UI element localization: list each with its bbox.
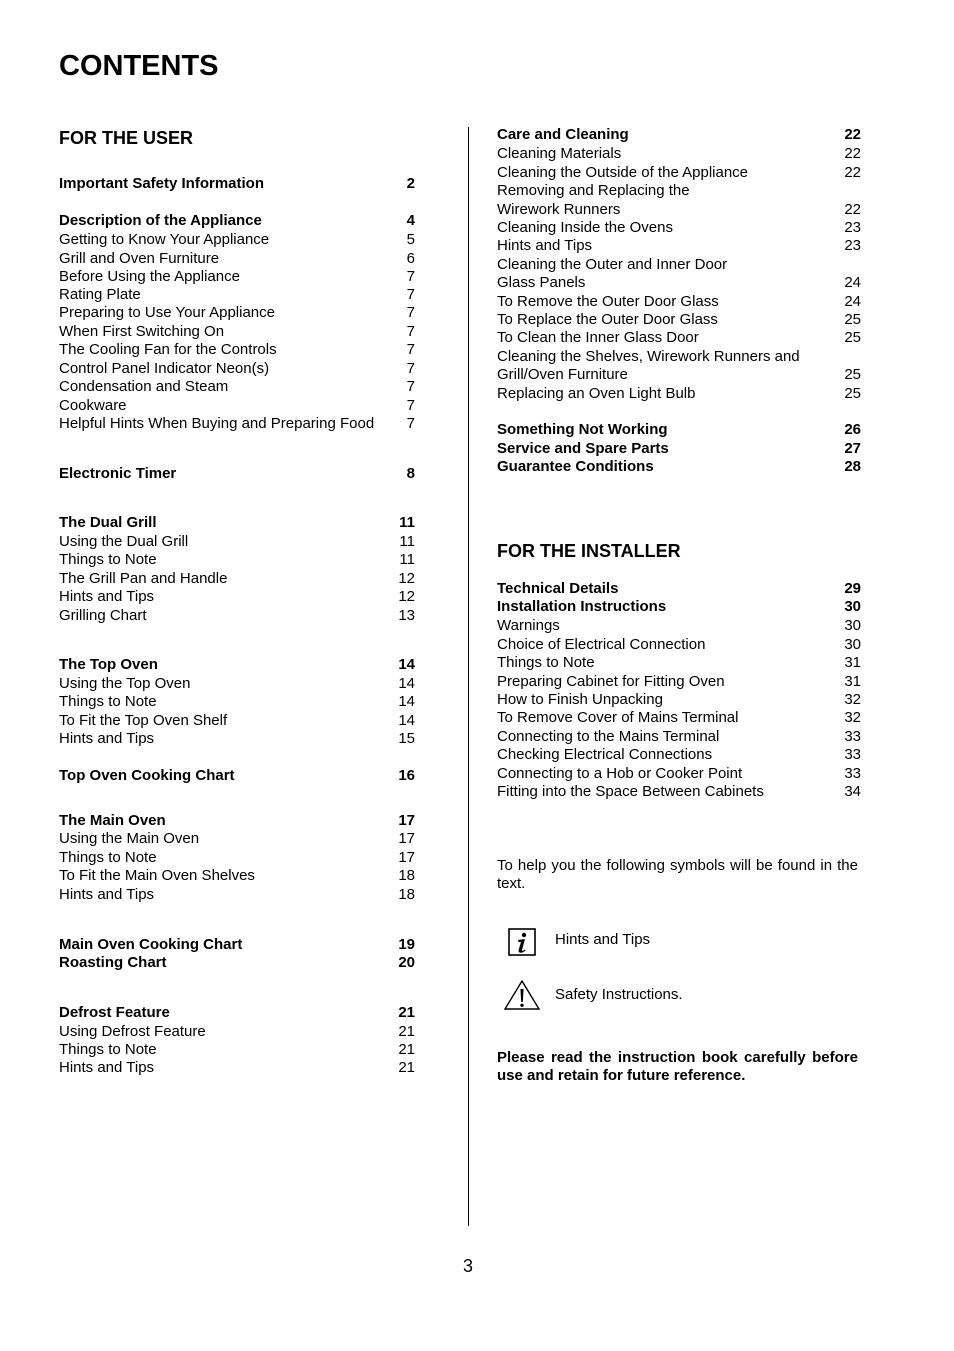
toc-entry-page: 7 xyxy=(406,268,415,285)
toc-entry xyxy=(497,293,861,311)
toc-entry xyxy=(59,341,415,359)
toc-entry-page: 7 xyxy=(406,304,415,321)
toc-entry-page: 14 xyxy=(398,712,415,729)
toc-entry-title: Fitting into the Space Between Cabinets xyxy=(497,783,764,800)
toc-entry xyxy=(497,617,861,635)
toc-entry-page: 6 xyxy=(406,250,415,267)
toc-entry xyxy=(497,201,861,219)
toc-entry xyxy=(497,126,861,144)
toc-entry-title: Replacing an Oven Light Bulb xyxy=(497,385,696,402)
symbols-intro-text: To help you the following symbols will be found in the text. xyxy=(497,857,858,892)
toc-entry-title: Cleaning Inside the Ovens xyxy=(497,219,673,236)
toc-entry-title: Checking Electrical Connections xyxy=(497,746,713,763)
toc-entry-title: To Fit the Main Oven Shelves xyxy=(59,867,255,884)
toc-entry-title: Defrost Feature xyxy=(59,1004,170,1021)
toc-entry-title: Roasting Chart xyxy=(59,954,167,971)
symbol-safety-label: Safety Instructions. xyxy=(555,986,683,1003)
toc-entry-page: 18 xyxy=(398,886,415,903)
toc-entry-title: Hints and Tips xyxy=(59,1059,155,1076)
toc-entry xyxy=(497,366,861,384)
toc-entry-page: 17 xyxy=(398,849,415,866)
toc-entry-title: Grill and Oven Furniture xyxy=(59,250,220,267)
toc-entry-page: 21 xyxy=(398,1004,415,1021)
toc-entry xyxy=(59,767,415,785)
toc-entry-page: 14 xyxy=(398,675,415,692)
toc-entry xyxy=(497,164,861,182)
toc-entry-page: 11 xyxy=(399,551,415,568)
toc-entry xyxy=(59,533,415,551)
toc-entry-title: Cleaning the Outside of the Appliance xyxy=(497,164,749,181)
toc-entry-page: 23 xyxy=(844,219,861,236)
toc-entry xyxy=(497,765,861,783)
toc-entry-page: 12 xyxy=(398,588,415,605)
toc-entry-page: 17 xyxy=(398,812,415,829)
toc-entry-page: 11 xyxy=(399,514,415,531)
toc-entry xyxy=(497,728,861,746)
toc-entry-page: 31 xyxy=(844,654,861,671)
toc-entry xyxy=(497,691,861,709)
toc-entry-title: To Remove the Outer Door Glass xyxy=(497,293,719,310)
toc-entry-title: The Main Oven xyxy=(59,812,166,829)
toc-entry-page: 25 xyxy=(844,329,861,346)
toc-entry xyxy=(59,693,415,711)
toc-entry xyxy=(497,385,861,403)
toc-entry-page: 18 xyxy=(398,867,415,884)
toc-entry-title: Hints and Tips xyxy=(497,237,593,254)
toc-entry-page: 21 xyxy=(398,1059,415,1076)
toc-entry xyxy=(497,636,861,654)
toc-entry-page: 15 xyxy=(398,730,415,747)
toc-entry-title: Things to Note xyxy=(59,1041,157,1058)
toc-entry-page: 28 xyxy=(844,458,861,475)
toc-entry xyxy=(497,783,861,801)
toc-entry-page: 29 xyxy=(844,580,861,597)
toc-entry xyxy=(497,598,861,616)
toc-entry xyxy=(497,274,861,292)
toc-entry-title: Warnings xyxy=(497,617,560,634)
toc-entry xyxy=(59,1041,415,1059)
toc-entry xyxy=(497,421,861,439)
toc-entry xyxy=(59,286,415,304)
toc-entry-title: Helpful Hints When Buying and Preparing Food xyxy=(59,415,375,432)
toc-entry-title: Using the Main Oven xyxy=(59,830,200,847)
toc-entry-title: Glass Panels xyxy=(497,274,586,291)
section-heading-installer: FOR THE INSTALLER xyxy=(497,541,681,561)
toc-entry-title: How to Finish Unpacking xyxy=(497,691,663,708)
toc-entry xyxy=(497,440,861,458)
toc-entry-title: Installation Instructions xyxy=(497,598,667,615)
toc-entry-title: Guarantee Conditions xyxy=(497,458,654,475)
toc-entry xyxy=(497,580,861,598)
toc-entry xyxy=(59,607,415,625)
toc-entry xyxy=(497,182,861,200)
toc-entry-title: The Cooling Fan for the Controls xyxy=(59,341,277,358)
toc-entry xyxy=(59,936,415,954)
toc-entry-title: To Fit the Top Oven Shelf xyxy=(59,712,228,729)
toc-entry-title: Main Oven Cooking Chart xyxy=(59,936,243,953)
toc-entry-page: 13 xyxy=(398,607,415,624)
toc-entry-page: 21 xyxy=(398,1041,415,1058)
toc-entry-title: Things to Note xyxy=(497,654,595,671)
toc-entry-title: Cleaning Materials xyxy=(497,145,622,162)
toc-entry-page: 8 xyxy=(406,465,415,482)
toc-entry xyxy=(59,812,415,830)
toc-entry-page: 12 xyxy=(398,570,415,587)
toc-entry xyxy=(59,675,415,693)
toc-entry xyxy=(497,673,861,691)
toc-entry-title: Rating Plate xyxy=(59,286,141,303)
toc-entry-title: Preparing Cabinet for Fitting Oven xyxy=(497,673,725,690)
toc-entry xyxy=(59,397,415,415)
column-divider xyxy=(468,127,469,1226)
toc-entry xyxy=(59,730,415,748)
toc-entry xyxy=(59,175,415,193)
toc-entry xyxy=(59,656,415,674)
toc-entry-title: Grilling Chart xyxy=(59,607,147,624)
section-heading-user: FOR THE USER xyxy=(59,128,194,148)
toc-entry-page: 22 xyxy=(844,145,861,162)
toc-entry-page: 25 xyxy=(844,366,861,383)
toc-entry xyxy=(497,329,861,347)
toc-entry xyxy=(59,588,415,606)
toc-entry-page: 2 xyxy=(406,175,415,192)
toc-entry-title: Technical Details xyxy=(497,580,619,597)
toc-entry-page: 22 xyxy=(844,126,861,143)
toc-entry xyxy=(497,311,861,329)
toc-entry-page: 16 xyxy=(398,767,415,784)
toc-entry-title: Things to Note xyxy=(59,693,157,710)
toc-entry-page: 19 xyxy=(398,936,415,953)
toc-entry-title: Top Oven Cooking Chart xyxy=(59,767,235,784)
info-icon xyxy=(508,928,536,961)
toc-entry xyxy=(497,256,861,274)
toc-entry-page: 7 xyxy=(406,397,415,414)
toc-entry-page: 24 xyxy=(844,293,861,310)
toc-entry-title: To Remove Cover of Mains Terminal xyxy=(497,709,739,726)
toc-entry-title: Hints and Tips xyxy=(59,588,155,605)
toc-entry-page: 33 xyxy=(844,765,861,782)
toc-entry-page: 21 xyxy=(398,1023,415,1040)
toc-entry-title: Connecting to the Mains Terminal xyxy=(497,728,720,745)
toc-entry xyxy=(59,849,415,867)
toc-entry xyxy=(59,1059,415,1077)
toc-entry-page: 11 xyxy=(399,533,415,550)
toc-entry-title: Things to Note xyxy=(59,849,157,866)
toc-entry xyxy=(59,304,415,322)
toc-entry-title: Description of the Appliance xyxy=(59,212,262,229)
toc-entry-title: Things to Note xyxy=(59,551,157,568)
toc-entry xyxy=(497,458,861,476)
toc-entry xyxy=(497,654,861,672)
toc-entry xyxy=(59,323,415,341)
toc-entry xyxy=(59,268,415,286)
toc-entry-title: Connecting to a Hob or Cooker Point xyxy=(497,765,743,782)
toc-entry xyxy=(59,551,415,569)
toc-entry-title: To Replace the Outer Door Glass xyxy=(497,311,718,328)
toc-entry-page: 33 xyxy=(844,746,861,763)
toc-entry-title: Condensation and Steam xyxy=(59,378,229,395)
toc-entry-page: 17 xyxy=(398,830,415,847)
page-title: CONTENTS xyxy=(59,50,219,82)
toc-entry-page: 30 xyxy=(844,598,861,615)
toc-entry-page: 32 xyxy=(844,709,861,726)
toc-entry xyxy=(59,1004,415,1022)
toc-entry xyxy=(497,709,861,727)
toc-entry-page: 22 xyxy=(844,201,861,218)
toc-entry xyxy=(59,465,415,483)
toc-entry-page: 32 xyxy=(844,691,861,708)
toc-entry-title: Preparing to Use Your Appliance xyxy=(59,304,275,321)
toc-entry-page: 7 xyxy=(406,360,415,377)
toc-entry-page: 30 xyxy=(844,636,861,653)
toc-entry-title: Care and Cleaning xyxy=(497,126,629,143)
toc-entry xyxy=(59,514,415,532)
toc-entry-title: The Top Oven xyxy=(59,656,158,673)
toc-entry xyxy=(59,570,415,588)
toc-entry-page: 25 xyxy=(844,385,861,402)
toc-entry-title: Getting to Know Your Appliance xyxy=(59,231,270,248)
toc-entry xyxy=(497,145,861,163)
toc-entry-page: 7 xyxy=(406,323,415,340)
toc-entry-page: 14 xyxy=(398,656,415,673)
toc-entry-page: 20 xyxy=(398,954,415,971)
toc-entry-page: 7 xyxy=(406,286,415,303)
toc-entry-title: When First Switching On xyxy=(59,323,225,340)
toc-entry-page: 5 xyxy=(406,231,415,248)
toc-entry xyxy=(59,1023,415,1041)
toc-entry xyxy=(59,867,415,885)
toc-entry-title: Grill/Oven Furniture xyxy=(497,366,628,383)
toc-entry-page: 4 xyxy=(406,212,415,229)
toc-entry xyxy=(59,250,415,268)
toc-entry-page: 31 xyxy=(844,673,861,690)
toc-entry-page: 30 xyxy=(844,617,861,634)
toc-entry xyxy=(497,746,861,764)
toc-entry-page: 25 xyxy=(844,311,861,328)
toc-entry-title: Important Safety Information xyxy=(59,175,265,192)
toc-entry-title: Electronic Timer xyxy=(59,465,177,482)
warning-icon xyxy=(503,979,541,1016)
toc-entry-title: Cookware xyxy=(59,397,127,414)
toc-entry xyxy=(497,348,861,366)
toc-entry-page: 7 xyxy=(406,378,415,395)
page-number: 3 xyxy=(462,1256,473,1276)
toc-entry-title: Wirework Runners xyxy=(497,201,621,218)
toc-entry xyxy=(497,237,861,255)
toc-entry-page: 33 xyxy=(844,728,861,745)
toc-entry-title: Using the Top Oven xyxy=(59,675,191,692)
toc-entry-title: Hints and Tips xyxy=(59,886,155,903)
toc-entry-title: Control Panel Indicator Neon(s) xyxy=(59,360,270,377)
toc-entry-title: Service and Spare Parts xyxy=(497,440,669,457)
toc-entry-title: Removing and Replacing the xyxy=(497,182,690,199)
toc-entry-title: The Grill Pan and Handle xyxy=(59,570,228,587)
closing-note: Please read the instruction book carefully before use and retain for future reference. xyxy=(497,1049,858,1084)
toc-entry-title: Choice of Electrical Connection xyxy=(497,636,706,653)
toc-entry xyxy=(59,360,415,378)
toc-entry-page: 7 xyxy=(406,341,415,358)
toc-entry xyxy=(59,212,415,230)
toc-entry-page: 34 xyxy=(844,783,861,800)
toc-entry xyxy=(59,954,415,972)
toc-entry-title: Before Using the Appliance xyxy=(59,268,240,285)
toc-entry-title: Using Defrost Feature xyxy=(59,1023,206,1040)
toc-entry xyxy=(59,830,415,848)
toc-entry-title: Something Not Working xyxy=(497,421,668,438)
toc-entry-page: 27 xyxy=(844,440,861,457)
toc-entry-title: Hints and Tips xyxy=(59,730,155,747)
toc-entry xyxy=(59,231,415,249)
toc-entry-title: To Clean the Inner Glass Door xyxy=(497,329,699,346)
toc-entry-page: 26 xyxy=(844,421,861,438)
toc-entry-page: 23 xyxy=(844,237,861,254)
symbol-hints-label: Hints and Tips xyxy=(555,931,651,948)
toc-entry xyxy=(59,886,415,904)
toc-entry-page: 22 xyxy=(844,164,861,181)
toc-entry-title: Using the Dual Grill xyxy=(59,533,189,550)
toc-entry-title: Cleaning the Outer and Inner Door xyxy=(497,256,728,273)
toc-entry xyxy=(497,219,861,237)
toc-entry xyxy=(59,378,415,396)
toc-entry-title: The Dual Grill xyxy=(59,514,157,531)
toc-entry xyxy=(59,415,415,433)
toc-entry-page: 7 xyxy=(406,415,415,432)
toc-entry-title: Cleaning the Shelves, Wirework Runners and xyxy=(497,348,800,365)
toc-entry-page: 14 xyxy=(398,693,415,710)
toc-entry xyxy=(59,712,415,730)
toc-entry-page: 24 xyxy=(844,274,861,291)
